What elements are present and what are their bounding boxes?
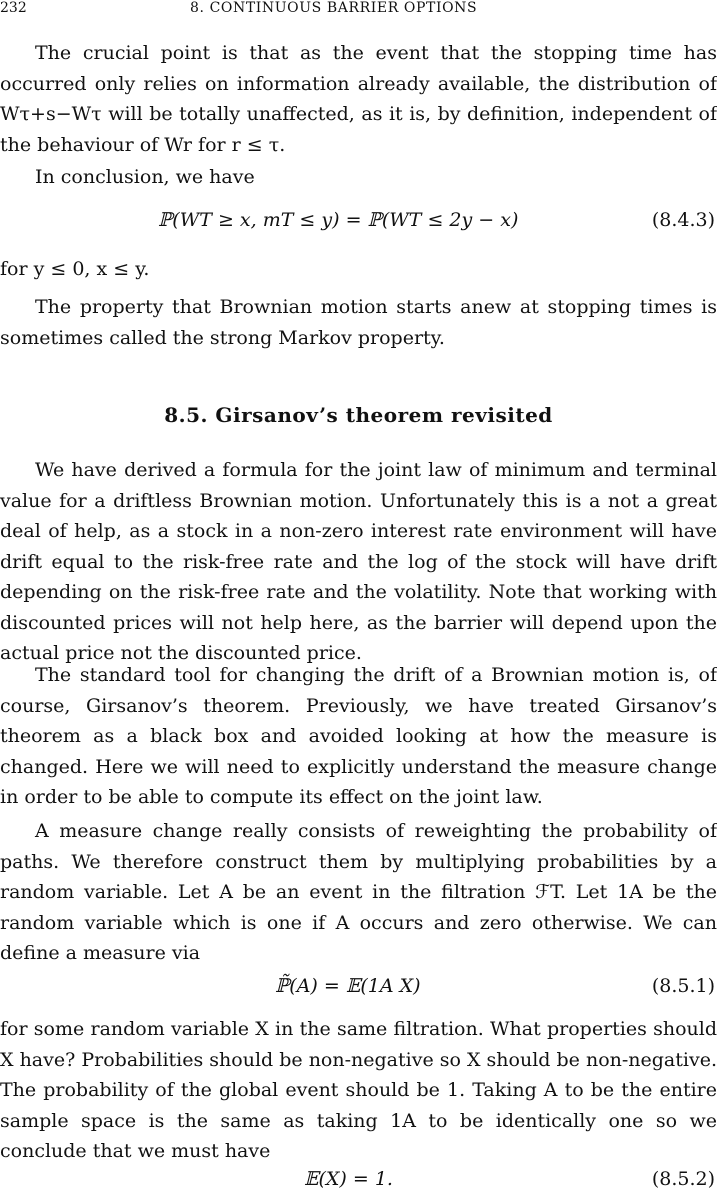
- chapter-running-head: 8. CONTINUOUS BARRIER OPTIONS: [190, 0, 478, 16]
- equation-8-5-2: [0, 1163, 717, 1195]
- running-header: [0, 0, 717, 20]
- paragraph-condition: for y ≤ 0, x ≤ y.: [0, 258, 150, 280]
- equation-8-4-3: [0, 204, 717, 236]
- equation-8-5-1: [0, 970, 717, 1002]
- paragraph-properties-x: for some random variable X in the same filtration. What properties should X have? Probabilities should be non-negative so X should be non-negative. The probability of the global event should be 1. Taking A to be the entire sample space is the same as taking 1A to be identically one so we conclude that we must have: [0, 1018, 717, 1162]
- equation-number: (8.5.1): [651, 975, 715, 997]
- paragraph-strong-markov: The property that Brownian motion starts anew at stopping times is sometimes called the strong Markov property.: [0, 296, 717, 349]
- paragraph-stopping-time: The crucial point is that as the event that the stopping time has occurred only relies on information already available, the distribution of Wτ+s−Wτ will be totally unaffected, as it is, by definition, independent of the behaviour of Wr for r ≤ τ.: [0, 42, 717, 156]
- paragraph-measure-change: A measure change really consists of reweighting the probability of paths. We therefore construct them by multiplying probabilities by a random variable. Let A be an event in the filtration ℱT. Let 1A be the random variable which is one if A occurs and zero otherwise. We can define a measure via: [0, 820, 717, 964]
- equation-expression: ℙ(WT ≥ x, mT ≤ y) = ℙ(WT ≤ 2y − x): [158, 209, 519, 231]
- equation-number: (8.5.2): [651, 1168, 715, 1190]
- paragraph-girsanov-tool: The standard tool for changing the drift of a Brownian motion is, of course, Girsanov’s theorem. Previously, we have treated Girsanov’s theorem as a black box and avoided looking at how the measure is changed. Here we will need to explicitly understand the measure change in order to be able to compute its effect on the joint law.: [0, 664, 717, 808]
- paragraph-driftless-law: We have derived a formula for the joint law of minimum and terminal value for a driftless Brownian motion. Unfortunately this is a not a great deal of help, as a stock in a non-zero interest rate environment will have drift equal to the risk-free rate and the log of the stock will have drift depending on the risk-free rate and the volatility. Note that working with discounted prices will not help here, as the barrier will depend upon the actual price not the discounted price.: [0, 459, 717, 664]
- section-heading: 8.5. Girsanov’s theorem revisited: [164, 403, 553, 427]
- equation-expression: ℙ̃(A) = 𝔼(1A X): [275, 975, 421, 997]
- equation-number: (8.4.3): [651, 209, 715, 231]
- equation-expression: 𝔼(X) = 1.: [304, 1168, 393, 1190]
- page-number: 232: [0, 0, 27, 16]
- paragraph-in-conclusion: In conclusion, we have: [35, 166, 255, 188]
